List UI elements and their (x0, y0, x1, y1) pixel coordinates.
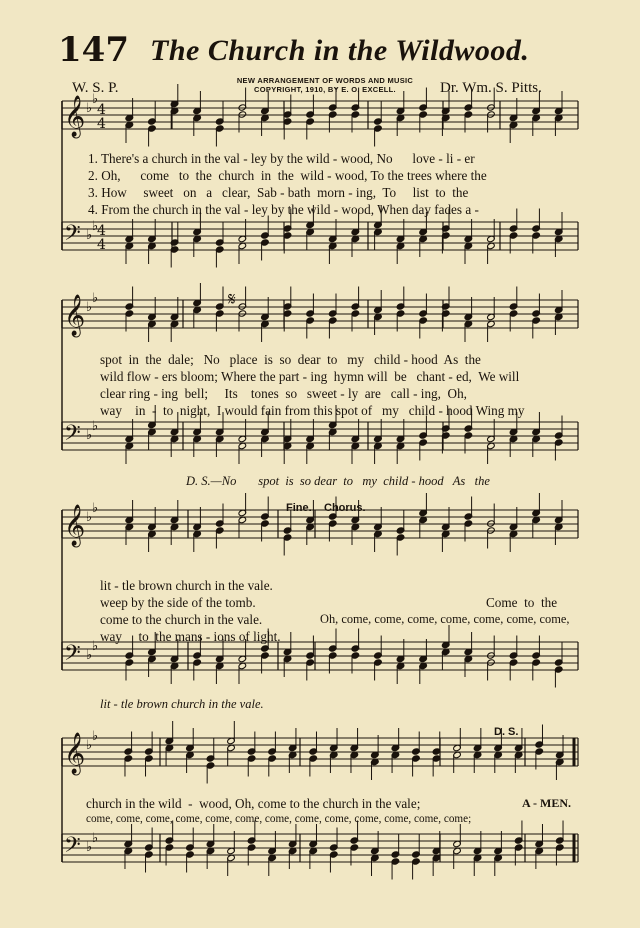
system3-verse-4: way to the mans - ions of light. (100, 629, 281, 644)
system3-flat-icon: ♭ (86, 510, 93, 525)
system1-treble-clef-icon: 𝄞 (64, 96, 86, 137)
system4-flat-icon: ♭ (92, 729, 99, 744)
system3-bass-clef-icon: 𝄢 (64, 641, 81, 671)
system1-bass-clef-icon: 𝄢 (64, 221, 81, 251)
copyright-line-2: COPYRIGHT, 1910, BY E. O. EXCELL. (254, 85, 396, 94)
system1-verse-3: 3. How sweet on a clear, Sab - bath morn - ing, To list to the (88, 185, 469, 200)
system3-flat-icon: ♭ (86, 648, 93, 663)
system3-treble-clef-icon: 𝄞 (64, 505, 86, 546)
copyright-line-1: NEW ARRANGEMENT OF WORDS AND MUSIC (236, 76, 414, 85)
hymn-number: 147 (58, 30, 129, 70)
system1-flat-icon: ♭ (92, 219, 99, 234)
music-credit: Dr. Wm. S. Pitts. (440, 80, 542, 96)
system2-verse-4: way in - to night, I would fain from this spot of my child - hood Wing my (100, 403, 525, 418)
system4-flat-icon: ♭ (92, 831, 99, 846)
hymn-title: The Church in the Wildwood. (150, 34, 530, 67)
system2-flat-icon: ♭ (86, 428, 93, 443)
segno-icon: 𝄋 (228, 289, 236, 310)
system4-verse-line: church in the wild - wood, Oh, come to the church in the vale; (86, 796, 421, 811)
time-signature-icon: 4 (97, 116, 106, 132)
fine-label: Fine. (286, 502, 312, 514)
system4-treble-clef-icon: 𝄞 (64, 733, 86, 774)
system4-flat-icon: ♭ (86, 738, 93, 753)
system2-verse-1: spot in the dale; No place is so dear to my child - hood As the (100, 352, 481, 367)
time-signature-icon: 4 (97, 223, 106, 239)
time-signature-icon: 4 (97, 237, 106, 253)
chorus-line-1: Come to the (486, 595, 558, 610)
system1-flat-icon: ♭ (86, 228, 93, 243)
amen-label: A - MEN. (522, 796, 571, 810)
chorus-line-2: Oh, come, come, come, come, come, come, come, (320, 612, 570, 626)
system2-verse-2: wild flow - ers bloom; Where the part - ing hymn will be chant - ed, We will (100, 369, 520, 384)
system2-bass-clef-icon: 𝄢 (64, 421, 81, 451)
words-credit: W. S. P. (72, 80, 119, 96)
system2-flat-icon: ♭ (92, 419, 99, 434)
system1-flat-icon: ♭ (92, 92, 99, 107)
system4-bass-words: come, come, come, come, come, come, come, come, come, come, come, come, come; (86, 813, 472, 825)
system1-flat-icon: ♭ (86, 101, 93, 116)
system2-flat-icon: ♭ (86, 300, 93, 315)
system4-bass-clef-icon: 𝄢 (64, 833, 81, 863)
system3-ds-line: lit - tle brown church in the vale. (100, 697, 264, 711)
chorus-label: Chorus. (324, 502, 366, 514)
system3-verse-2: weep by the side of the tomb. (100, 595, 256, 610)
system2-flat-icon: ♭ (92, 291, 99, 306)
system3-flat-icon: ♭ (92, 639, 99, 654)
system3-verse-1: lit - tle brown church in the vale. (100, 578, 273, 593)
system1-verse-1: 1. There's a church in the val - ley by the wild - wood, No love - li - er (88, 151, 475, 166)
time-signature-icon: 4 (97, 102, 106, 118)
ds-label: D. S. (494, 726, 519, 738)
system4-flat-icon: ♭ (86, 840, 93, 855)
system3-flat-icon: ♭ (92, 501, 99, 516)
system1-verse-4: 4. From the church in the val - ley by the wild - wood, When day fades a - (88, 202, 479, 217)
system1-verse-2: 2. Oh, come to the church in the wild - wood, To the trees where the (88, 168, 487, 183)
system2-ds-line: D. S.—No spot is so dear to my child - hood As the (186, 474, 490, 488)
system3-verse-3: come to the church in the vale. (100, 612, 263, 627)
system2-verse-3: clear ring - ing bell; Its tones so sweet - ly are call - ing, Oh, (100, 386, 467, 401)
system2-treble-clef-icon: 𝄞 (64, 295, 86, 336)
